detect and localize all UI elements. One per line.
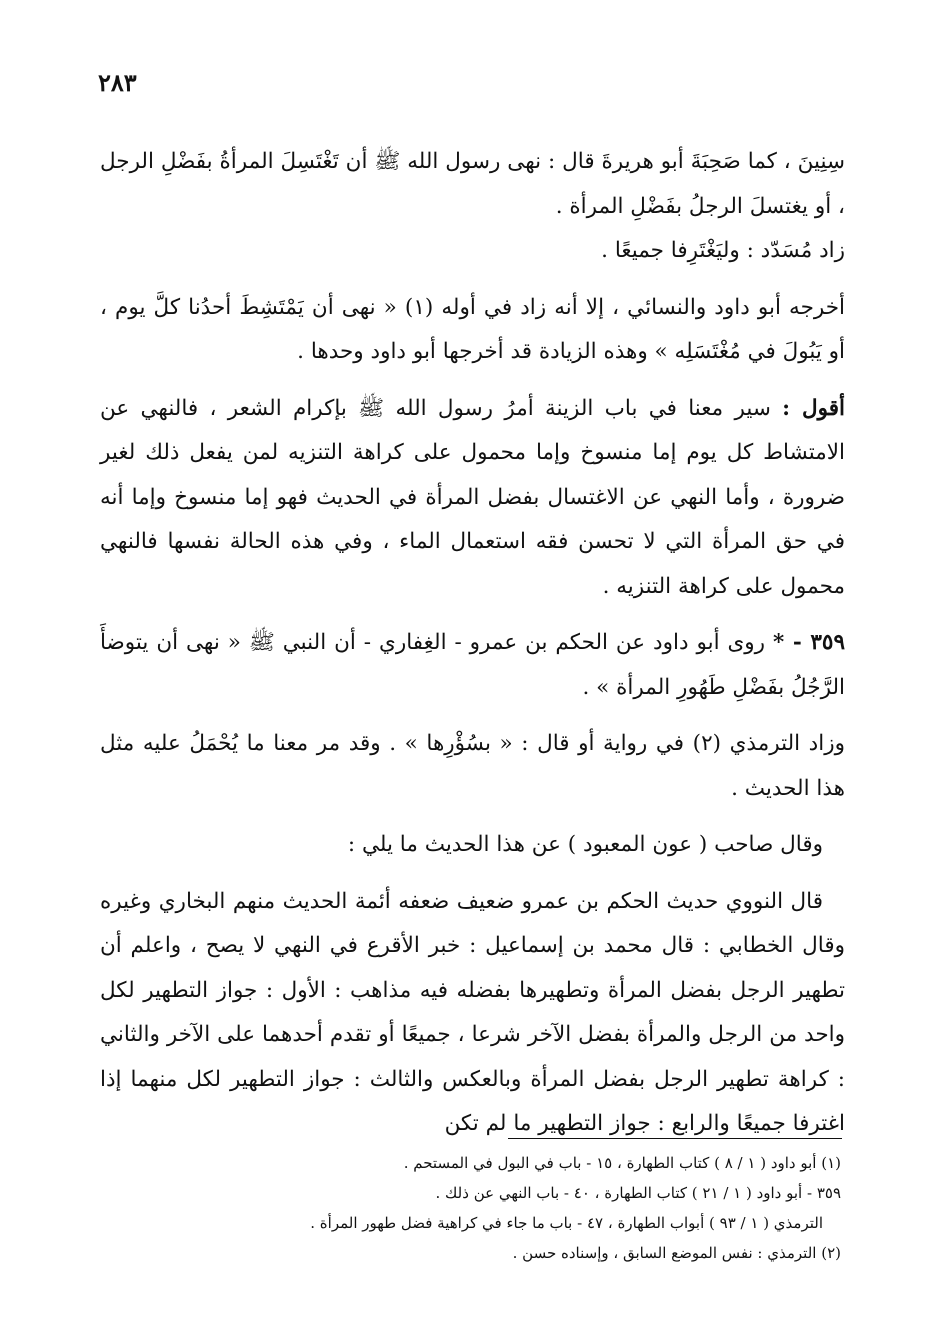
footnote-2: (٢) الترمذي : نفس الموضع السابق ، وإسناده حسن . [512, 1244, 841, 1262]
footnote-359-tirmidhi: الترمذي ( ١ / ٩٣ ) أبواب الطهارة ، ٤٧ - باب ما جاء في كراهية فضل طهور المرأة . [310, 1214, 823, 1232]
paragraph-8: قال النووي حديث الحكم بن عمرو ضعيف ضعفه أئمة الحديث منهم البخاري وغيره وقال الخطابي : قال محمد بن إسماعيل : خبر الأقرع في النهي لا يصح ، واعلم أن تطهير الرجل بفضل المرأة وتطهيرها بفضله فيه مذاهب : الأول : جواز التطهير لكل واحد من الرجل والمرأة بفضل الآخر شرعا ، جميعًا أو تقدم أحدهما على الآخر والثاني : كراهة تطهير الرجل بفضل المرأة وبالعكس والثالث : جواز التطهير لكل منهما إذا اغترفا جميعًا والرابع : جواز التطهير ما لم تكن [100, 888, 845, 1136]
paragraph-4-text: سير معنا في باب الزينة أمرُ رسول الله ﷺ بإكرام الشعر ، فالنهي عن الامتشاط كل يوم إما منسوخ وإما محمول على كراهة التنزيه لمن يفعل ذلك لغير ضرورة ، وأما النهي عن الاغتسال بفضل المرأة في الحديث فهو إما منسوخ وإما أنه في حق المرأة التي لا تحسن فقه استعمال الماء ، وفي هذه الحالة نفسها فالنهي محمول على كراهة التنزيه . [100, 395, 845, 599]
hadith-359 [100, 621, 845, 710]
paragraph-7: وقال صاحب ( عون المعبود ) عن هذا الحديث ما يلي : [347, 832, 823, 857]
main-text [100, 140, 845, 1147]
paragraph-1: سِنِينَ ، كما صَحِبَةَ أبو هريرةَ قال : نهى رسول الله ﷺ أن تَغْتَسِلَ المرأةُ بفَضْلِ الرجل ، أو يغتسلَ الرجلُ بفَضْلِ المرأة . [100, 149, 845, 219]
footnote-1: (١) أبو داود ( ١ / ٨ ) كتاب الطهارة ، ١٥ - باب في البول في المستحم . [403, 1154, 841, 1172]
footnote-359: ٣٥٩ - أبو داود ( ١ / ٢١ ) كتاب الطهارة ، ٤٠ - باب النهي عن ذلك . [435, 1184, 841, 1202]
footnotes [100, 1148, 841, 1268]
page-number: ٢٨٣ [98, 68, 137, 97]
paragraph-6: وزاد الترمذي (٢) في رواية أو قال : « بسُؤْرِها » . وقد مر معنا ما يُحْمَلُ عليه مثل هذا الحديث . [100, 731, 845, 801]
footnote-divider [508, 1138, 842, 1139]
paragraph-4 [100, 387, 845, 610]
paragraph-2: زاد مُسَدّد : وليَغْتَرِفا جميعًا . [601, 238, 845, 263]
paragraph-4-lead: أقول : [782, 395, 846, 421]
hadith-number: ٣٥٩ - * [773, 630, 846, 655]
hadith-text: روى أبو داود عن الحكم بن عمرو - الغِفاري - أن النبي ﷺ « نهى أن يتوضأَ الرَّجُلُ بفَضْلِ طَهُورِ المرأة » . [100, 630, 845, 700]
paragraph-3: أخرجه أبو داود والنسائي ، إلا أنه زاد في أوله (١) « نهى أن يَمْتَشِطَ أحدُنا كلَّ يوم ، أو يَبُولَ في مُغْتَسَلِه » وهذه الزيادة قد أخرجها أبو داود وحدها . [100, 294, 845, 364]
